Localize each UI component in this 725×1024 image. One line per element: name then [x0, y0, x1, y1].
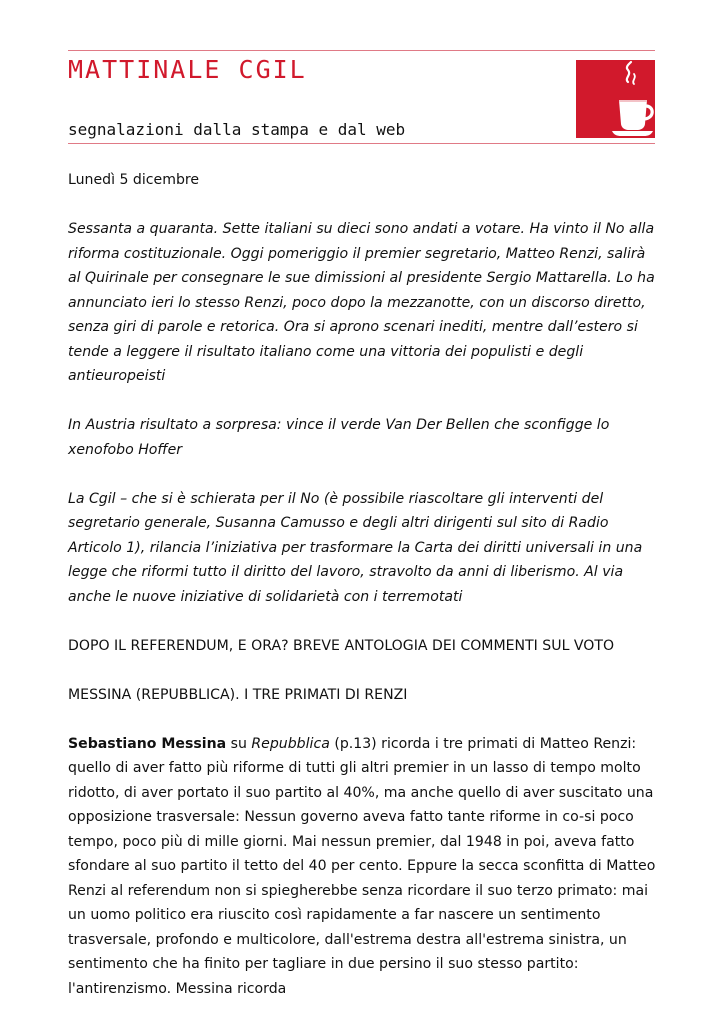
masthead-title: MATTINALE CGIL: [68, 55, 307, 84]
header-top-rule: [68, 50, 655, 51]
cgil-logo: [576, 60, 655, 138]
article-publication: Repubblica: [251, 735, 330, 752]
intro-paragraph: Sessanta a quaranta. Sette italiani su dieci sono andati a votare. Ha vinto il No alla riforma costituzionale. Oggi pomeriggio il premier segretario, Matteo Renzi, salirà al Quirinale per consegnare le sue dimissioni al presidente Sergio Mattarella. Lo ha annunciato ieri lo stesso Renzi, poco dopo la mezzanotte, con un discorso diretto, senza giri di parole e retorica. Ora si aprono scenari inediti, mentre dall’estero si tende a leggere il risultato italiano come una vittoria dei populisti e degli antieuropeisti: [68, 221, 655, 384]
intro-paragraph: In Austria risultato a sorpresa: vince il verde Van Der Bellen che sconfigge lo xenofobo Hoffer: [68, 417, 610, 458]
intro-paragraph: La Cgil – che si è schierata per il No (è possibile riascoltare gli interventi del segretario generale, Susanna Camusso e degli altri dirigenti sul sito di Radio Articolo 1), rilancia l’iniziativa per trasformare la Carta dei diritti universali in una legge che riformi tutto il diritto del lavoro, stravolto da anni di liberismo. Al via anche le nuove iniziative di solidarietà con i terremotati: [68, 490, 643, 605]
article-author: Sebastiano Messina: [68, 735, 227, 752]
header-bottom-rule: [68, 143, 655, 144]
masthead-subtitle: segnalazioni dalla stampa e dal web: [68, 120, 406, 139]
issue-date: Lunedì 5 dicembre: [68, 172, 200, 188]
article-heading: MESSINA (REPUBBLICA). I TRE PRIMATI DI RENZI: [68, 686, 408, 703]
coffee-cup-icon: [576, 60, 655, 138]
section-heading: DOPO IL REFERENDUM, E ORA? BREVE ANTOLOGIA DEI COMMENTI SUL VOTO: [68, 637, 615, 654]
article-body: [68, 732, 658, 1002]
article-connector: su: [226, 735, 252, 752]
article-text: (p.13) ricorda i tre primati di Matteo Renzi: quello di aver fatto più riforme di tutti gli altri premier in un lasso di tempo molto ridotto, di aver portato il suo partito al 40%, ma anche quello di aver suscitato una opposizione trasversale: Nessun governo aveva fatto tante riforme in co-si poco tempo, poco più di mille giorni. Mai nessun premier, dal 1948 in poi, aveva fatto sfondare al suo partito il tetto del 40 per cento. Eppure la secca sconfitta di Matteo Renzi al referendum non si spiegherebbe senza ricordare il suo terzo primato: mai un uomo politico era riuscito così rapidamente a far nascere un sentimento trasversale, profondo e multicolore, dall'estrema destra all'estrema sinistra, un sentimento che ha finito per tagliare in due persino il suo stesso partito: l'antirenzismo. Messina ricorda: [68, 735, 656, 997]
document-body: [68, 168, 658, 1001]
